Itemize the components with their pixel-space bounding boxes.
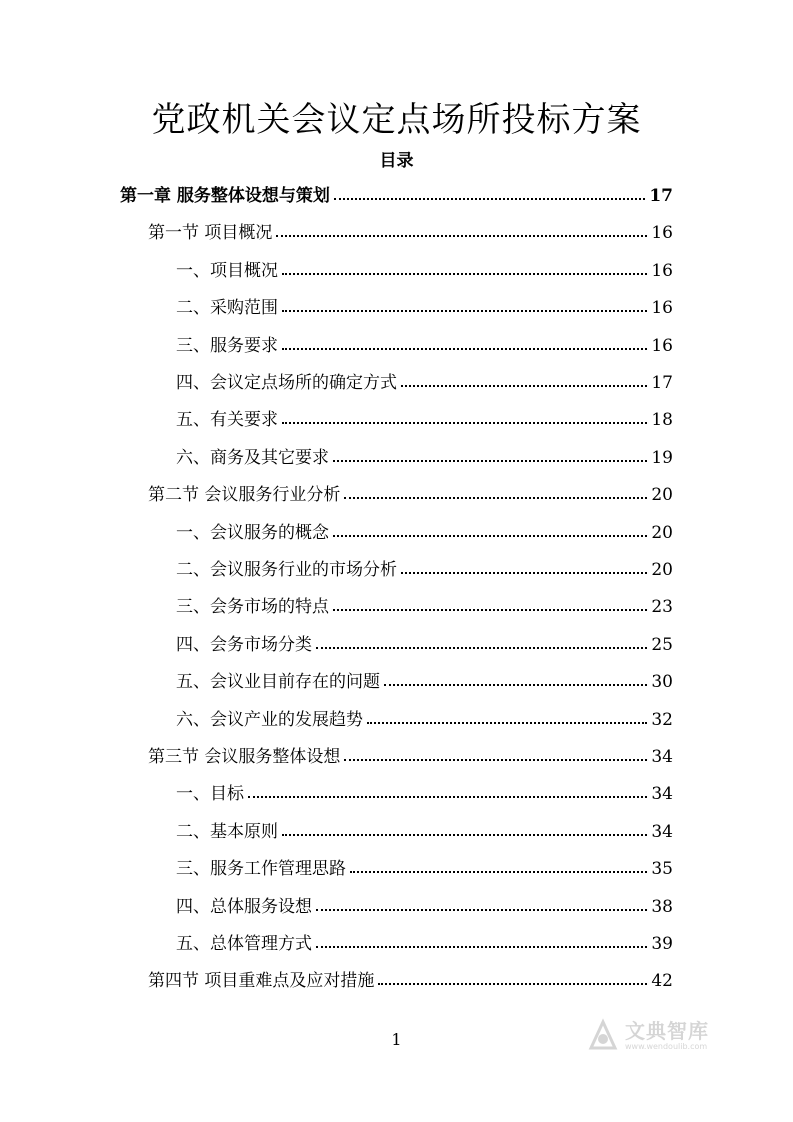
watermark-logo-icon [585, 1018, 621, 1054]
toc-entry-label: 三、服务工作管理思路 [176, 859, 346, 880]
toc-leader-dots [401, 572, 647, 574]
toc-entry[interactable] [176, 513, 673, 543]
toc-entry-page: 35 [651, 859, 673, 880]
toc-entry-page: 20 [651, 485, 673, 506]
toc-leader-dots [333, 460, 647, 462]
toc-entry[interactable] [176, 849, 673, 879]
toc-entry[interactable] [176, 251, 673, 281]
toc-leader-dots [282, 348, 647, 350]
toc-entry-label: 一、目标 [176, 784, 244, 805]
toc-entry-page: 16 [651, 298, 673, 319]
toc-entry-page: 16 [651, 260, 673, 281]
toc-heading: 目录 [379, 151, 414, 171]
toc-entry-page: 23 [651, 597, 673, 618]
toc-entry[interactable] [176, 812, 673, 842]
watermark-subtext: www.wendoulib.com [625, 1042, 708, 1051]
toc-leader-dots [344, 497, 647, 499]
toc-entry-page: 20 [651, 560, 673, 580]
toc-leader-dots [333, 535, 647, 537]
toc-leader-dots [401, 385, 647, 387]
toc-entry-page: 20 [651, 522, 673, 543]
toc-entry-label: 四、会议定点场所的确定方式 [176, 373, 397, 393]
toc-entry[interactable] [148, 475, 673, 505]
toc-entry[interactable] [148, 213, 673, 243]
toc-leader-dots [384, 684, 647, 686]
toc-entry-page: 17 [651, 373, 673, 393]
toc-leader-dots [344, 759, 647, 761]
toc-leader-dots [282, 834, 647, 836]
toc-entry-page: 18 [651, 410, 673, 431]
toc-leader-dots [350, 871, 647, 873]
toc-leader-dots [367, 722, 647, 724]
toc-entry-label: 四、会务市场分类 [176, 634, 312, 655]
toc-entry[interactable] [148, 961, 673, 991]
toc-entry-page: 34 [651, 784, 673, 805]
toc-entry-label: 第三节 会议服务整体设想 [148, 747, 341, 767]
toc-entry[interactable] [176, 438, 673, 468]
toc-entry-label: 四、总体服务设想 [176, 896, 312, 917]
toc-entry-page: 17 [649, 186, 673, 206]
toc-entry-page: 19 [651, 447, 673, 468]
toc-entry-label: 六、商务及其它要求 [176, 447, 329, 468]
toc-leader-dots [378, 983, 647, 985]
toc-entry-label: 六、会议产业的发展趋势 [176, 709, 363, 730]
toc-entry-label: 三、服务要求 [176, 335, 278, 356]
toc-leader-dots [282, 310, 647, 312]
watermark [585, 1018, 709, 1054]
toc-entry-label: 一、会议服务的概念 [176, 522, 329, 543]
toc-entry-label: 第四节 项目重难点及应对措施 [148, 971, 375, 992]
toc-entry-label: 五、有关要求 [176, 410, 278, 431]
toc-entry[interactable] [148, 737, 673, 767]
toc-entry[interactable] [176, 887, 673, 917]
toc-leader-dots [282, 273, 647, 275]
toc-leader-dots [316, 909, 647, 911]
toc-leader-dots [248, 796, 647, 798]
toc-entry[interactable] [176, 326, 673, 356]
toc-entry[interactable] [176, 400, 673, 430]
toc-entry-label: 二、采购范围 [176, 298, 278, 319]
toc-entry-page: 42 [651, 971, 673, 992]
toc-entry-label: 五、会议业目前存在的问题 [176, 672, 380, 693]
toc-entry[interactable] [176, 662, 673, 692]
toc-entry[interactable] [176, 363, 673, 393]
toc-entry[interactable] [176, 288, 673, 318]
toc-entry-page: 34 [651, 747, 673, 767]
toc-entry-page: 34 [651, 821, 673, 842]
toc-leader-dots [316, 946, 647, 948]
toc-entry-label: 第二节 会议服务行业分析 [148, 485, 341, 506]
toc-entry[interactable] [176, 587, 673, 617]
toc-entry[interactable] [176, 924, 673, 954]
toc-entry-label: 二、基本原则 [176, 821, 278, 842]
toc-entry-page: 39 [651, 934, 673, 954]
watermark-text: 文典智库 [625, 1019, 709, 1043]
toc-leader-dots [282, 422, 647, 424]
toc-leader-dots [333, 609, 647, 611]
toc-leader-dots [316, 647, 647, 649]
toc-entry-page: 30 [651, 672, 673, 693]
toc-leader-dots [334, 198, 645, 200]
toc-entry-label: 第一章 服务整体设想与策划 [120, 186, 330, 206]
toc-leader-dots [276, 235, 647, 237]
page-number: 1 [391, 1030, 402, 1049]
toc-entry-label: 五、总体管理方式 [176, 934, 312, 954]
toc-entry[interactable] [120, 176, 673, 206]
toc-entry-page: 25 [651, 634, 673, 655]
toc-entry-label: 第一节 项目概况 [148, 223, 273, 244]
toc-entry-label: 二、会议服务行业的市场分析 [176, 560, 397, 580]
toc-entry[interactable] [176, 625, 673, 655]
toc-entry-page: 32 [651, 709, 673, 730]
toc-entry[interactable] [176, 774, 673, 804]
toc-entry-label: 三、会务市场的特点 [176, 597, 329, 618]
toc-entry[interactable] [176, 550, 673, 580]
toc-entry-label: 一、项目概况 [176, 260, 278, 281]
toc-entry-page: 16 [651, 223, 673, 244]
toc-entry[interactable] [176, 700, 673, 730]
toc-entry-page: 16 [651, 335, 673, 356]
document-title: 党政机关会议定点场所投标方案 [151, 100, 642, 140]
toc-entry-page: 38 [651, 896, 673, 917]
